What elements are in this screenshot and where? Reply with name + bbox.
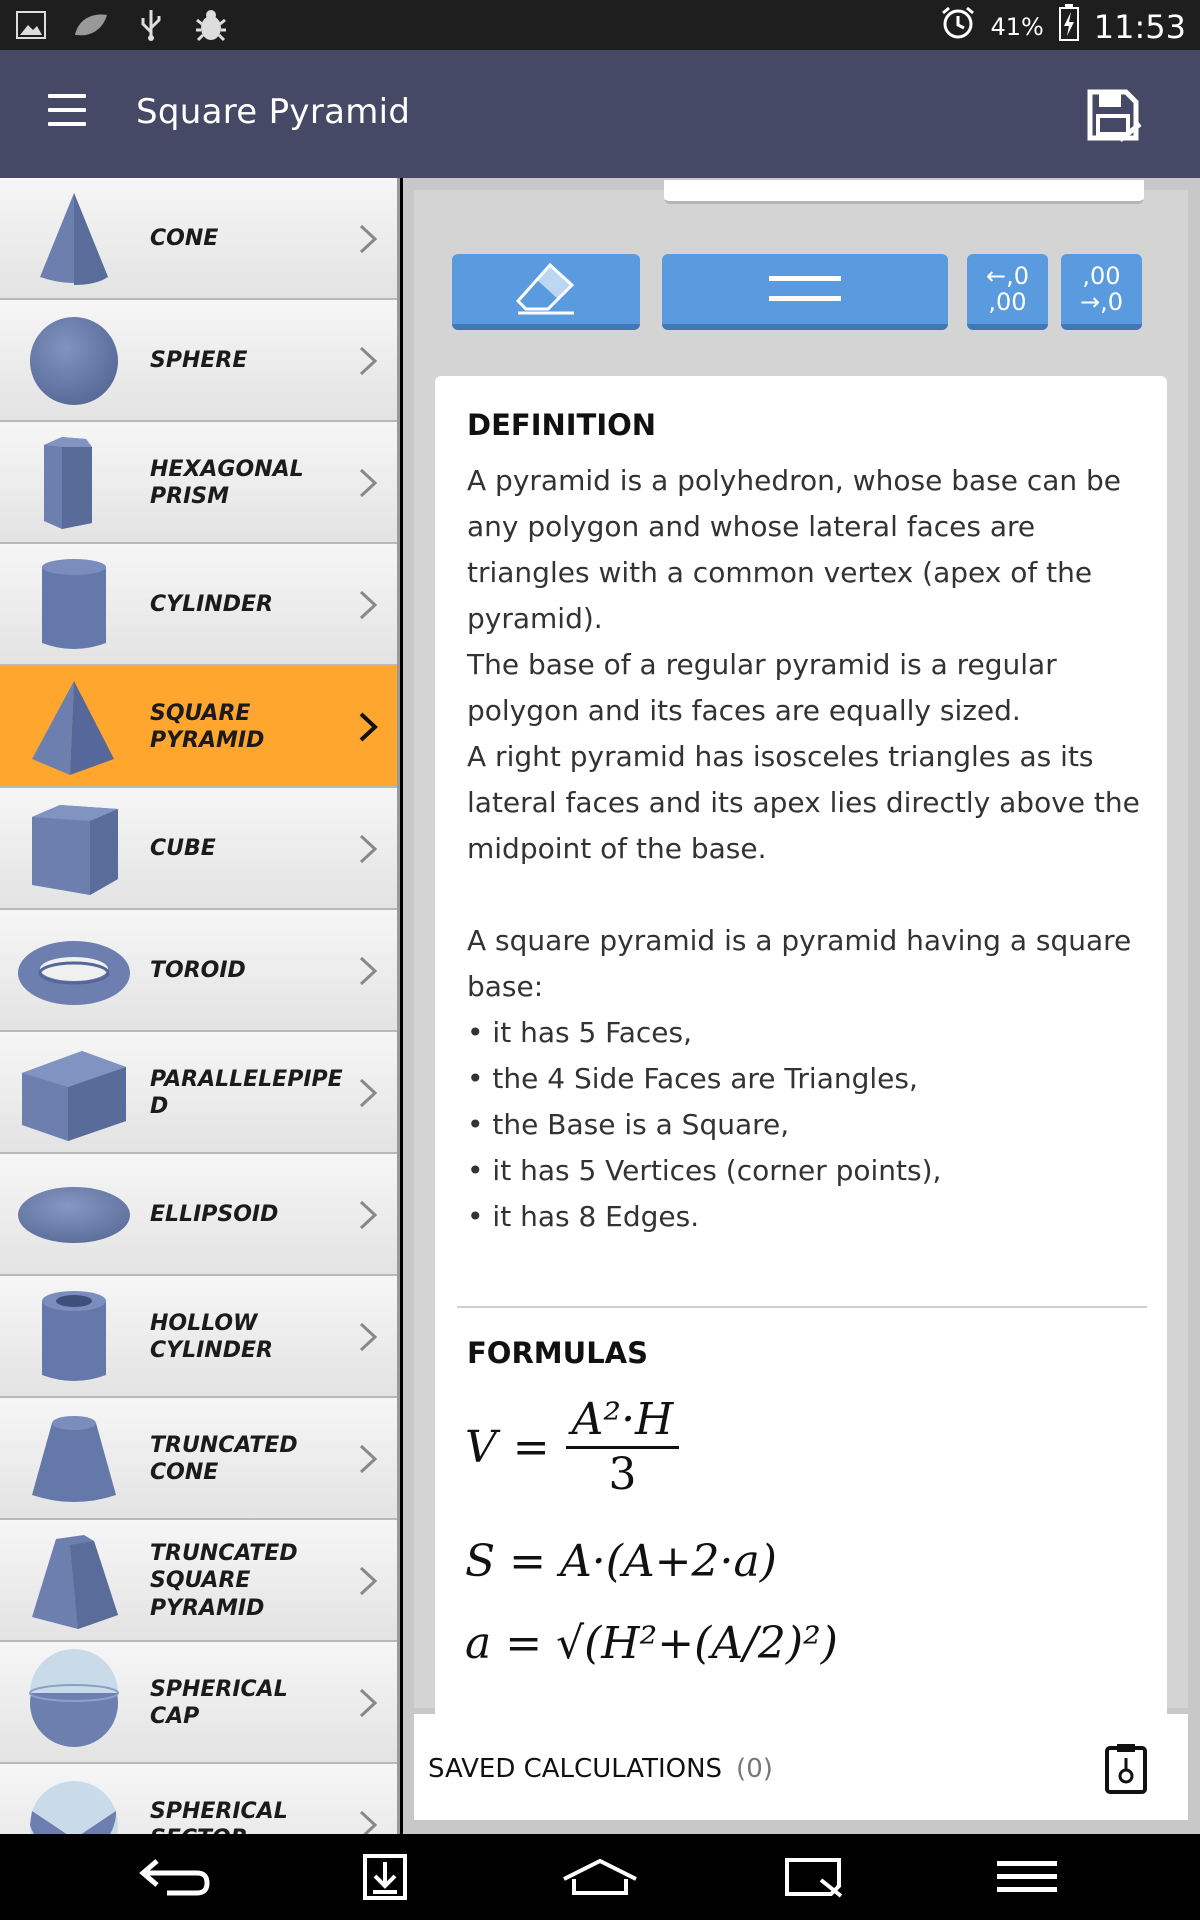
volume-numerator: A²·H — [566, 1394, 680, 1449]
definition-bullet: • it has 5 Faces, — [467, 1016, 692, 1049]
shape-item-ellipsoid[interactable] — [0, 1154, 397, 1276]
shape-item-truncated-square-pyramid[interactable] — [0, 1520, 397, 1642]
divider — [457, 1306, 1147, 1308]
back-icon[interactable] — [130, 1846, 220, 1908]
chevron-right-icon — [357, 710, 381, 744]
saved-calculations-label: SAVED CALCULATIONS — [428, 1754, 723, 1784]
decrease-decimals-button[interactable] — [967, 254, 1048, 330]
sidebar-item-label: CONE — [150, 226, 219, 252]
increase-decimals-top: ,00 — [1082, 261, 1121, 290]
shape-item-cube[interactable] — [0, 788, 397, 910]
sidebar-item-label: HEXAGONAL PRISM — [150, 456, 304, 509]
chevron-right-icon — [357, 1076, 381, 1110]
battery-percent: 41% — [990, 13, 1044, 41]
hollow-cylinder-icon — [14, 1287, 134, 1387]
clock: 11:53 — [1093, 8, 1186, 46]
home-icon[interactable] — [555, 1846, 645, 1908]
definition-paragraph: The base of a regular pyramid is a regular polygon and its faces are equally sized. — [467, 648, 1057, 727]
spherical-cap-icon — [14, 1653, 134, 1753]
image-icon — [14, 8, 48, 42]
sidebar-item-label: ELLIPSOID — [150, 1202, 279, 1228]
cone-icon — [14, 189, 134, 289]
recents-icon[interactable] — [768, 1846, 858, 1908]
shape-item-parallelepiped[interactable] — [0, 1032, 397, 1154]
volume-denominator: 3 — [608, 1449, 637, 1500]
truncated-cone-icon — [14, 1409, 134, 1509]
cube-icon — [14, 799, 134, 899]
shape-item-square-pyramid[interactable] — [0, 666, 397, 788]
page-title: Square Pyramid — [136, 92, 411, 132]
eraser-icon — [514, 261, 578, 317]
definition-bullet: • the Base is a Square, — [467, 1108, 790, 1141]
download-icon[interactable] — [340, 1846, 430, 1908]
definition-paragraph: A right pyramid has isosceles triangles as its lateral faces and its apex lies directly above the midpoint of the base. — [467, 740, 1140, 865]
saved-calculations-count: (0) — [736, 1754, 773, 1784]
shape-item-hollow-cylinder[interactable] — [0, 1276, 397, 1398]
usb-icon — [134, 8, 168, 42]
sidebar-item-label: SQUARE PYRAMID — [150, 700, 265, 753]
shape-item-toroid[interactable] — [0, 910, 397, 1032]
equals-button[interactable] — [662, 254, 948, 330]
definition-paragraph: A pyramid is a polyhedron, whose base can be any polygon and whose lateral faces are triangles with a common vertex (apex of the pyramid). — [467, 464, 1122, 635]
alarm-icon — [940, 5, 976, 49]
definition-paragraph: A square pyramid is a pyramid having a square base: — [467, 924, 1132, 1003]
app-bar — [0, 50, 1200, 178]
chevron-right-icon — [357, 1564, 381, 1598]
sidebar-item-label: TRUNCATED SQUARE PYRAMID — [150, 1540, 298, 1621]
clipboard-icon[interactable] — [1104, 1742, 1148, 1794]
formulas-title: FORMULAS — [467, 1336, 649, 1370]
save-icon[interactable] — [1086, 88, 1142, 144]
square-pyramid-icon — [14, 677, 134, 777]
shape-item-cone[interactable] — [0, 178, 397, 300]
chevron-right-icon — [357, 222, 381, 256]
cylinder-icon — [14, 555, 134, 655]
sidebar-item-label: SPHERICAL — [150, 1798, 288, 1824]
definition-bullet: • the 4 Side Faces are Triangles, — [467, 1062, 918, 1095]
definition-title: DEFINITION — [467, 408, 657, 442]
decrease-decimals-bottom: ,00 — [988, 288, 1027, 316]
increase-decimals-bottom: →,0 — [1079, 288, 1123, 316]
chevron-right-icon — [357, 344, 381, 378]
hexagonal-prism-icon — [14, 433, 134, 533]
shape-item-truncated-cone[interactable] — [0, 1398, 397, 1520]
chevron-right-icon — [357, 1686, 381, 1720]
chevron-right-icon — [357, 1320, 381, 1354]
shape-item-cylinder[interactable] — [0, 544, 397, 666]
sphere-icon — [14, 311, 134, 411]
definition-body — [467, 458, 1157, 1240]
hamburger-menu-icon[interactable] — [48, 94, 96, 134]
sidebar-item-label: SPHERICAL CAP — [150, 1676, 288, 1729]
sidebar-item-label: CUBE — [150, 836, 216, 862]
input-field-edge[interactable] — [664, 180, 1144, 204]
parallelepiped-icon — [14, 1043, 134, 1143]
equals-icon — [767, 272, 843, 306]
clear-button[interactable] — [452, 254, 640, 330]
sidebar-item-label: TOROID — [150, 958, 246, 984]
status-bar — [0, 0, 1200, 50]
sidebar-item-label: TRUNCATED CONE — [150, 1432, 298, 1485]
surface-formula: S = A·(A+2·a) — [465, 1536, 777, 1587]
saved-calculations-bar[interactable] — [414, 1714, 1188, 1820]
chevron-right-icon — [357, 1198, 381, 1232]
content-scroll[interactable] — [414, 190, 1188, 1708]
increase-decimals-button[interactable] — [1061, 254, 1142, 330]
chevron-right-icon — [357, 832, 381, 866]
chevron-right-icon — [357, 588, 381, 622]
navigation-bar — [0, 1834, 1200, 1920]
definition-bullet: • it has 8 Edges. — [467, 1200, 700, 1233]
chevron-right-icon — [357, 1442, 381, 1476]
shape-list — [0, 178, 400, 1834]
battery-charging-icon — [1058, 4, 1080, 50]
sidebar-item-label: HOLLOW CYLINDER — [150, 1310, 273, 1363]
bug-icon — [194, 8, 228, 42]
definition-bullet: • it has 5 Vertices (corner points), — [467, 1154, 942, 1187]
shape-item-sphere[interactable] — [0, 300, 397, 422]
menu-icon[interactable] — [982, 1846, 1072, 1908]
truncated-square-pyramid-icon — [14, 1531, 134, 1631]
leaf-icon — [74, 8, 108, 42]
shape-item-hexagonal-prism[interactable] — [0, 422, 397, 544]
sidebar-item-label: PARALLELEPIPE D — [150, 1066, 343, 1119]
chevron-right-icon — [357, 466, 381, 500]
toroid-icon — [14, 921, 134, 1021]
shape-item-spherical-cap[interactable] — [0, 1642, 397, 1764]
sidebar-item-label: CYLINDER — [150, 592, 273, 618]
apothem-formula: a = √(H²+(A/2)²) — [465, 1618, 838, 1669]
ellipsoid-icon — [14, 1165, 134, 1265]
decrease-decimals-top: ←,0 — [985, 261, 1029, 290]
content-panel — [403, 178, 1200, 1834]
chevron-right-icon — [357, 954, 381, 988]
definition-card — [435, 376, 1167, 1736]
sidebar-item-label: SPHERE — [150, 348, 248, 374]
volume-formula: V = $\frac{\text{A²·H}}{3}$ — [465, 1394, 679, 1501]
volume-lhs: V — [465, 1422, 497, 1473]
